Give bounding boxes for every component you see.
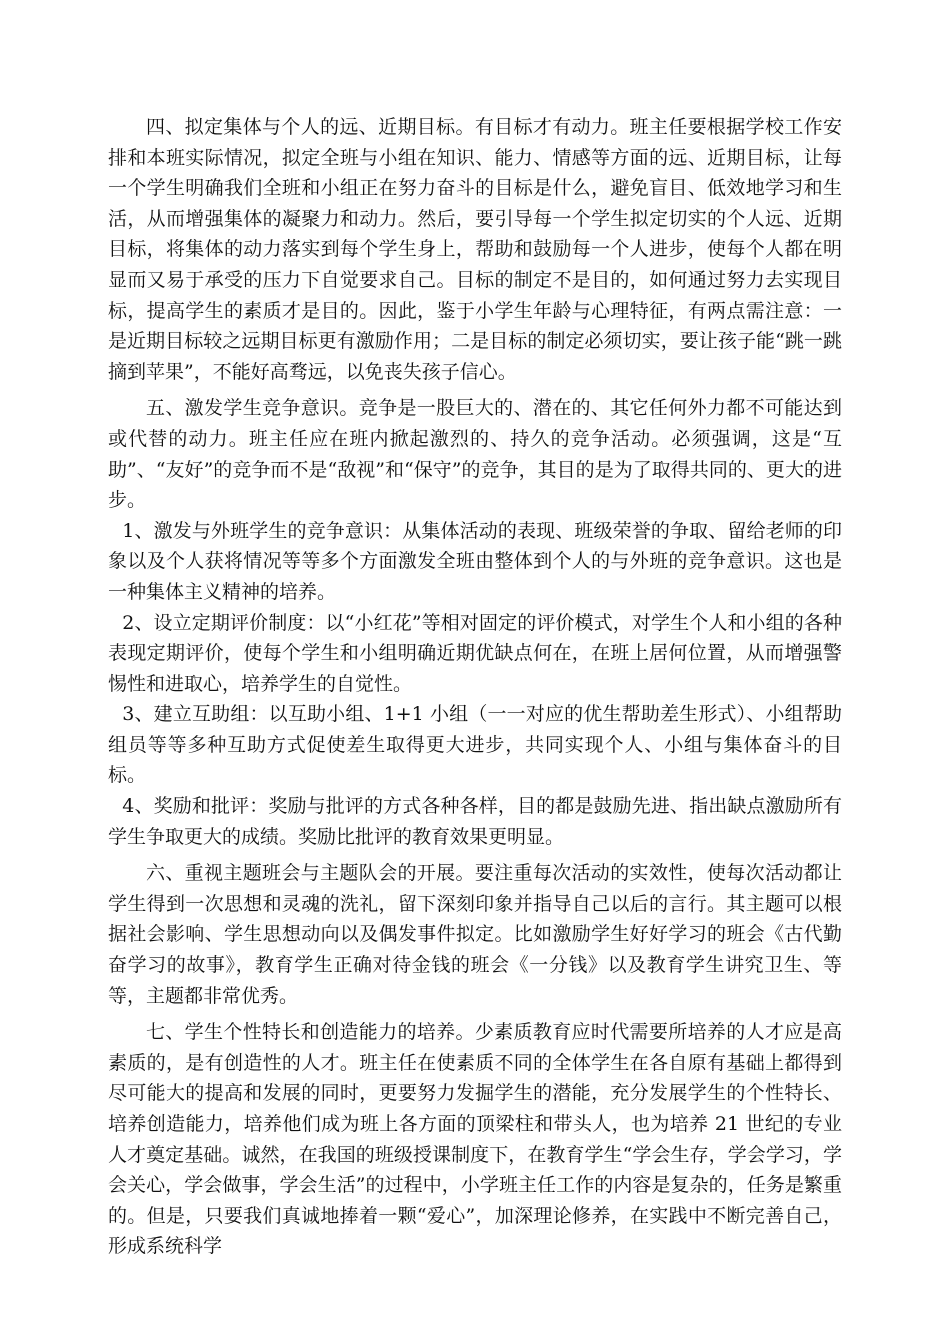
list-item-3: 3、建立互助组：以互助小组、1+1 小组（一一对应的优生帮助差生形式）、小组帮助组员等等多种互助方式促使差生取得更大进步，共同实现个人、小组与集体奋斗的目标。 bbox=[108, 703, 842, 787]
document-body bbox=[108, 112, 842, 1262]
paragraph-section-4: 四、拟定集体与个人的远、近期目标。有目标才有动力。班主任要根据学校工作安排和本班实际情况，拟定全班与小组在知识、能力、情感等方面的远、近期目标，让每一个学生明确我们全班和小组正在努力奋斗的目标是什么，避免盲目、低效地学习和生活，从而增强集体的凝聚力和动力。然后，要引导每一个学生拟定切实的个人远、近期目标，将集体的动力落实到每个学生身上，帮助和鼓励每一个人进步，使每个人都在明显而又易于承受的压力下自觉要求自己。目标的制定不是目的，如何通过努力去实现目标，提高学生的素质才是目的。因此，鉴于小学生年龄与心理特征，有两点需注意：一是近期目标较之远期目标更有激励作用；二是目标的制定必须切实，要让孩子能“跳一跳摘到苹果”，不能好高骛远，以免丧失孩子信心。 bbox=[108, 116, 842, 383]
paragraph-section-7: 七、学生个性特长和创造能力的培养。少素质教育应时代需要所培养的人才应是高素质的，是有创造性的人才。班主任在使素质不同的全体学生在各自原有基础上都得到尽可能大的提高和发展的同时，更要努力发掘学生的潜能，充分发展学生的个性特长、培养创造能力，培养他们成为班上各方面的顶梁柱和带头人，也为培养 21 世纪的专业人才奠定基础。诚然，在我国的班级授课制度下，在教育学生“学会生存，学会学习，学会关心，学会做事，学会生活”的过程中，小学班主任工作的内容是复杂的，任务是繁重的。但是，只要我们真诚地捧着一颗“爱心”，加深理论修养，在实践中不断完善自己，形成系统科学 bbox=[108, 1021, 842, 1258]
paragraph-section-6: 六、重视主题班会与主题队会的开展。要注重每次活动的实效性，使每次活动都让学生得到一次思想和灵魂的洗礼，留下深刻印象并指导自己以后的言行。其主题可以根据社会影响、学生思想动向以及偶发事件拟定。比如激励学生好好学习的班会《古代勤奋学习的故事》，教育学生正确对待金钱的班会《一分钱》以及教育学生讲究卫生、等等，主题都非常优秀。 bbox=[108, 862, 842, 1007]
paragraph-section-5: 五、激发学生竞争意识。竞争是一股巨大的、潜在的、其它任何外力都不可能达到或代替的动力。班主任应在班内掀起激烈的、持久的竞争活动。必须强调，这是“互助”、“友好”的竞争而不是“敌视”和“保守”的竞争，其目的是为了取得共同的、更大的进步。 bbox=[108, 397, 842, 512]
list-item-2: 2、设立定期评价制度：以“小红花”等相对固定的评价模式，对学生个人和小组的各种表现定期评价，使每个学生和小组明确近期优缺点何在，在班上居何位置，从而增强警惕性和进取心，培养学生的自觉性。 bbox=[108, 611, 842, 695]
list-item-1: 1、激发与外班学生的竞争意识：从集体活动的表现、班级荣誉的争取、留给老师的印象以及个人获将情况等等多个方面激发全班由整体到个人的与外班的竞争意识。这也是一种集体主义精神的培养。 bbox=[108, 519, 842, 603]
list-item-4: 4、奖励和批评：奖励与批评的方式各种各样，目的都是鼓励先进、指出缺点激励所有学生争取更大的成绩。奖励比批评的教育效果更明显。 bbox=[108, 795, 842, 848]
